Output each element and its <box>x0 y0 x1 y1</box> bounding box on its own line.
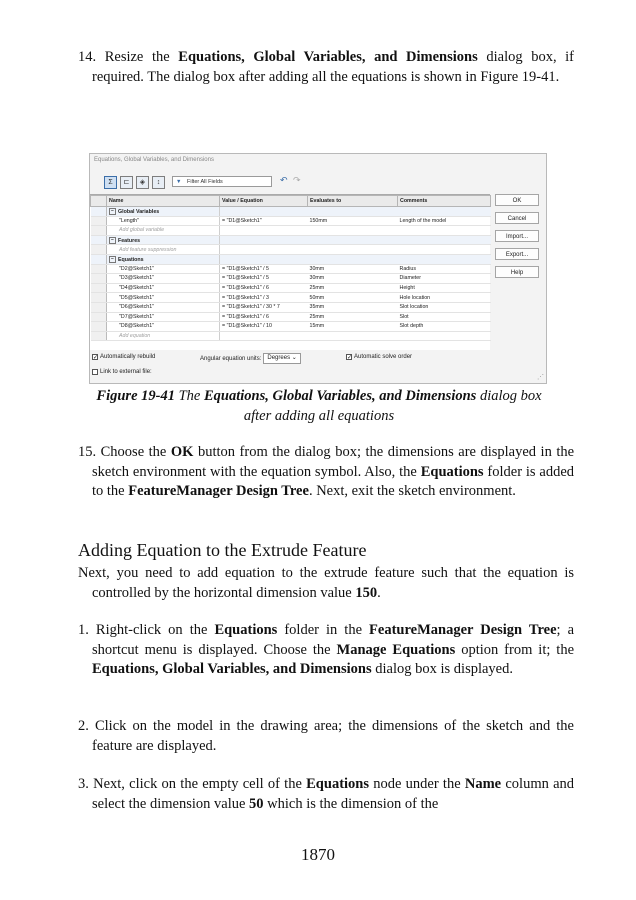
dimension-view-icon[interactable]: ◈ <box>136 176 149 189</box>
undo-icon[interactable]: ↶ <box>280 175 288 185</box>
dialog-title: Equations, Global Variables, and Dimensions <box>94 157 214 163</box>
step-2: 2. Click on the model in the drawing area; the dimensions of the sketch and the feature are displayed. <box>78 718 574 754</box>
section-intro: Next, you need to add equation to the extrude feature such that the equation is controlled by the horizontal dimension value 150. <box>78 565 574 601</box>
auto-solve-option[interactable]: ✓ Automatic solve order <box>347 354 413 361</box>
add-equation-row[interactable]: Add equation <box>91 331 491 341</box>
step-15: 15. Choose the OK button from the dialog box; the dimensions are displayed in the sketch environment with the equation symbol. Also, the Equations folder is added to the FeatureManager Design Tree. Next, exit the sketch environment. <box>78 444 575 499</box>
collapse-icon[interactable]: − <box>109 237 116 244</box>
equations-grid <box>90 194 490 350</box>
chevron-down-icon: ⌄ <box>291 355 297 361</box>
table-row[interactable]: "D3@Sketch1" = "D1@Sketch1" / 5 30mm Diameter <box>91 274 491 284</box>
auto-solve-checkbox[interactable]: ✓ <box>347 355 353 361</box>
step-3: 3. Next, click on the empty cell of the Equations node under the Name column and select the dimension value 50 which is the dimension of the <box>78 776 575 812</box>
features-node[interactable]: − Features <box>91 235 491 245</box>
col-name[interactable]: Name <box>107 196 220 207</box>
ordered-view-icon[interactable]: ↕ <box>152 176 165 189</box>
page-number: 1870 <box>301 845 335 864</box>
filter-input[interactable]: ▼ Filter All Fields <box>172 176 272 187</box>
table-row[interactable]: "D7@Sketch1" = "D1@Sketch1" / 6 25mm Slot <box>91 312 491 322</box>
sketch-equation-view-icon[interactable]: ⊏ <box>120 176 133 189</box>
figure-caption: Figure 19-41 The Equations, Global Variables, and Dimensions dialog box after adding all equations <box>96 388 542 424</box>
resize-grip-icon[interactable]: ⋰ <box>537 374 544 381</box>
link-external-checkbox[interactable] <box>92 369 98 375</box>
step-1: 1. Right-click on the Equations folder in the FeatureManager Design Tree; a shortcut menu is displayed. Choose the Manage Equations option from it; the Equations, Global Variables, and Dimensions dialog box is displayed. <box>78 622 575 677</box>
import-button[interactable]: Import... <box>495 230 539 242</box>
table-row[interactable]: "D6@Sketch1" = "D1@Sketch1" / 30 * 7 35mm Slot location <box>91 302 491 312</box>
col-evaluates[interactable]: Evaluates to <box>308 196 398 207</box>
global-variables-node[interactable]: − Global Variables <box>91 207 491 217</box>
table-row[interactable]: "Length" = "D1@Sketch1" 150mm Length of the model <box>91 216 491 226</box>
table-row[interactable]: "D4@Sketch1" = "D1@Sketch1" / 6 25mm Height <box>91 283 491 293</box>
table-row[interactable]: "D5@Sketch1" = "D1@Sketch1" / 3 50mm Hole location <box>91 293 491 303</box>
auto-rebuild-option[interactable]: ✓ Automatically rebuild <box>93 354 156 361</box>
add-feature-row[interactable]: Add feature suppression <box>91 245 491 255</box>
auto-rebuild-checkbox[interactable]: ✓ <box>93 355 99 361</box>
export-button[interactable]: Export... <box>495 248 539 260</box>
equation-view-icon[interactable]: Σ <box>104 176 117 189</box>
step-14: 14. Resize the Equations, Global Variables, and Dimensions dialog box, if required. The dialog box after adding all the equations is shown in Figure 19-41. <box>78 49 575 85</box>
link-external-option[interactable]: Link to external file: <box>92 369 152 375</box>
col-value[interactable]: Value / Equation <box>220 196 308 207</box>
cancel-button[interactable]: Cancel <box>495 212 539 224</box>
equations-dialog <box>89 153 547 384</box>
collapse-icon[interactable]: − <box>109 208 116 215</box>
angular-units-select[interactable]: Degrees ⌄ <box>263 353 300 364</box>
ok-button[interactable]: OK <box>495 194 539 206</box>
col-comments[interactable]: Comments <box>398 196 491 207</box>
grid-header <box>91 196 491 207</box>
add-global-row[interactable]: Add global variable <box>91 226 491 236</box>
redo-icon[interactable]: ↷ <box>293 175 301 185</box>
section-heading: Adding Equation to the Extrude Feature <box>78 540 367 560</box>
equations-node[interactable]: − Equations <box>91 254 491 264</box>
angular-units: Angular equation units: Degrees ⌄ <box>200 353 301 364</box>
dialog-toolbar <box>104 174 165 190</box>
help-button[interactable]: Help <box>495 266 539 278</box>
table-row[interactable]: "D8@Sketch1" = "D1@Sketch1" / 10 15mm Slot depth <box>91 322 491 332</box>
filter-icon: ▼ <box>176 179 182 185</box>
collapse-icon[interactable]: − <box>109 256 116 263</box>
table-row[interactable]: "D2@Sketch1" = "D1@Sketch1" / 5 30mm Radius <box>91 264 491 274</box>
